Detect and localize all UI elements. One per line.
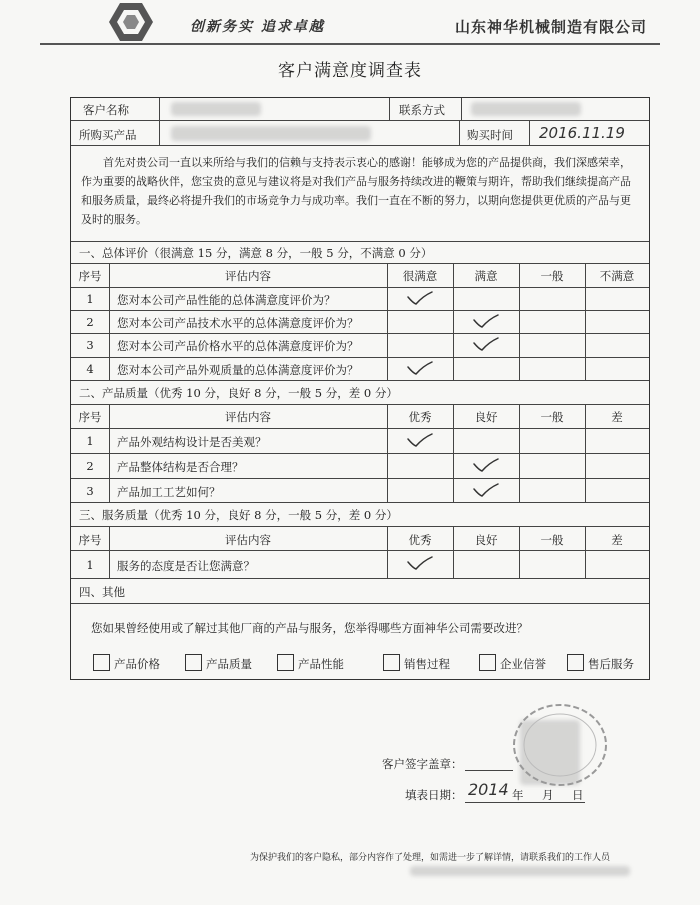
section2-col-excellent: 优秀 bbox=[408, 410, 432, 424]
s2-row-no: 1 bbox=[86, 434, 94, 448]
section1-col-content: 评估内容 bbox=[225, 269, 271, 283]
section2-check-mark bbox=[406, 432, 434, 448]
section1-check-mark bbox=[472, 313, 500, 329]
s1-row-text: 您对本公司产品性能的总体满意度评价为？ bbox=[117, 293, 336, 307]
s2-row-text: 产品加工工艺如何？ bbox=[117, 485, 221, 499]
purchase-time-value: 2016.11.19 bbox=[539, 124, 625, 142]
header-divider bbox=[40, 43, 660, 45]
company-name: 山东神华机械制造有限公司 bbox=[455, 18, 648, 36]
section2-col-no: 序号 bbox=[78, 410, 102, 424]
section3-col-no: 序号 bbox=[78, 533, 102, 547]
s1-row-no: 2 bbox=[86, 315, 94, 329]
option-checkbox[interactable] bbox=[277, 654, 294, 671]
option-checkbox[interactable] bbox=[383, 654, 400, 671]
section1-title: 一、总体评价（很满意 15 分，满意 8 分，一般 5 分，不满意 0 分） bbox=[79, 246, 433, 260]
company-seal-stamp bbox=[510, 702, 610, 788]
option-checkbox[interactable] bbox=[185, 654, 202, 671]
option-price[interactable]: 产品价格 bbox=[93, 654, 160, 672]
section1-col-very-satisfied: 很满意 bbox=[402, 269, 438, 283]
section3-col-poor: 差 bbox=[611, 533, 623, 547]
section2-col-content: 评估内容 bbox=[225, 410, 271, 424]
section2-check-mark bbox=[472, 457, 500, 473]
option-performance[interactable]: 产品性能 bbox=[277, 654, 344, 672]
section3-check-mark bbox=[406, 555, 434, 571]
section1-check-mark bbox=[406, 360, 434, 376]
s1-row-no: 3 bbox=[86, 338, 94, 352]
intro-paragraph: 首先对贵公司一直以来所给与我们的信赖与支持表示衷心的感谢！能够成为您的产品提供商，我们深感荣幸，作为重要的战略伙伴，您宝贵的意见与建议将是对我们产品与服务持续改进的鞭策与期许，帮助我们继续提高产品和服务质量，最终必将提升我们的市场竞争力与成功率。我们一直在不断的努力，以期向您提供更优质的产品与更及时的服务。 bbox=[81, 156, 631, 226]
redacted-contact bbox=[471, 102, 581, 116]
section4-title: 四、其他 bbox=[79, 585, 125, 599]
redacted-footer-contact bbox=[410, 866, 630, 876]
purchase-time-label: 购买时间 bbox=[467, 128, 513, 142]
s2-row-text: 产品外观结构设计是否美观？ bbox=[117, 435, 267, 449]
option-after-sales[interactable]: 售后服务 bbox=[567, 654, 634, 672]
section1-col-dissatisfied: 不满意 bbox=[599, 269, 635, 283]
section1-check-mark bbox=[406, 290, 434, 306]
s3-row-no: 1 bbox=[86, 558, 94, 572]
option-checkbox[interactable] bbox=[567, 654, 584, 671]
contact-label: 联系方式 bbox=[399, 103, 445, 117]
section1-col-satisfied: 满意 bbox=[474, 269, 498, 283]
survey-form bbox=[70, 97, 650, 680]
day-char: 日 bbox=[572, 788, 584, 802]
s3-row-text: 服务的态度是否让您满意？ bbox=[117, 559, 255, 573]
s1-row-text: 您对本公司产品技术水平的总体满意度评价为？ bbox=[117, 316, 359, 330]
redacted-customer-name bbox=[171, 102, 261, 116]
s1-row-text: 您对本公司产品外观质量的总体满意度评价为？ bbox=[117, 363, 359, 377]
section1-check-mark bbox=[472, 336, 500, 352]
s1-row-text: 您对本公司产品价格水平的总体满意度评价为？ bbox=[117, 339, 359, 353]
section2-col-poor: 差 bbox=[611, 410, 623, 424]
customer-name-label: 客户名称 bbox=[83, 103, 129, 117]
month-char: 月 bbox=[542, 788, 554, 802]
section1-col-no: 序号 bbox=[78, 269, 102, 283]
product-label: 所购买产品 bbox=[79, 128, 137, 142]
year-char: 年 bbox=[512, 788, 524, 802]
option-checkbox[interactable] bbox=[479, 654, 496, 671]
company-logo bbox=[108, 2, 154, 42]
page-title: 客户满意度调查表 bbox=[278, 61, 422, 81]
redacted-product bbox=[171, 126, 371, 141]
section2-col-good: 良好 bbox=[474, 410, 498, 424]
sign-label: 客户签字盖章： bbox=[382, 757, 463, 771]
section3-col-content: 评估内容 bbox=[225, 533, 271, 547]
s2-row-no: 3 bbox=[86, 484, 94, 498]
section4-question: 您如果曾经使用或了解过其他厂商的产品与服务，您举得哪些方面神华公司需要改进？ bbox=[91, 621, 528, 635]
section2-check-mark bbox=[472, 482, 500, 498]
option-reputation[interactable]: 企业信誉 bbox=[479, 654, 546, 672]
s1-row-no: 1 bbox=[86, 292, 94, 306]
section3-col-good: 良好 bbox=[474, 533, 498, 547]
option-quality[interactable]: 产品质量 bbox=[185, 654, 252, 672]
s2-row-text: 产品整体结构是否合理？ bbox=[117, 460, 244, 474]
date-year: 2014 bbox=[468, 780, 509, 799]
section3-col-excellent: 优秀 bbox=[408, 533, 432, 547]
s1-row-no: 4 bbox=[86, 362, 94, 376]
option-sales-process[interactable]: 销售过程 bbox=[383, 654, 450, 672]
section1-col-average: 一般 bbox=[540, 269, 564, 283]
section2-title: 二、产品质量（优秀 10 分，良好 8 分，一般 5 分，差 0 分） bbox=[79, 386, 398, 400]
section3-title: 三、服务质量（优秀 10 分，良好 8 分，一般 5 分，差 0 分） bbox=[79, 508, 398, 522]
privacy-footer: 为保护我们的客户隐私，部分内容作了处理，如需进一步了解详情，请联系我们的工作人员 bbox=[250, 853, 611, 863]
company-slogan: 创新务实 追求卓越 bbox=[190, 19, 325, 35]
section3-col-average: 一般 bbox=[540, 533, 564, 547]
date-label: 填表日期： bbox=[405, 788, 463, 802]
s2-row-no: 2 bbox=[86, 459, 94, 473]
section2-col-average: 一般 bbox=[540, 410, 564, 424]
option-checkbox[interactable] bbox=[93, 654, 110, 671]
